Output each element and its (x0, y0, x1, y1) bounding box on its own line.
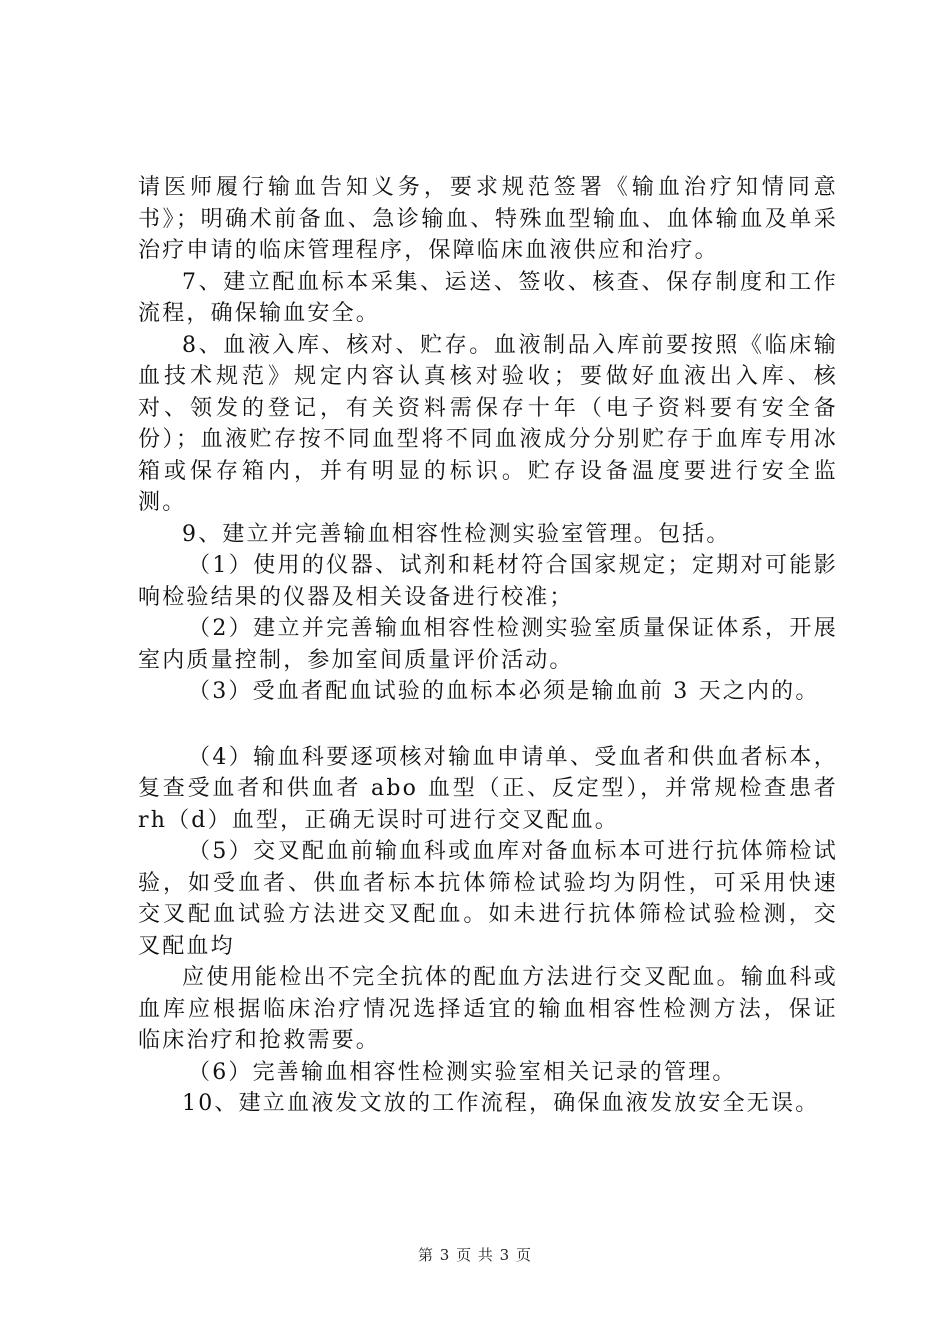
page-footer: 第 3 页 共 3 页 (418, 1246, 532, 1264)
paragraph-item-9: 9、建立并完善输血相容性检测实验室管理。包括。 (182, 521, 731, 547)
paragraph-subitem-6: （6）完善输血相容性检测实验室相关记录的管理。 (188, 1059, 737, 1085)
paragraph-item-10: 10、建立血液发文放的工作流程，确保血液发放安全无误。 (182, 1091, 820, 1116)
document-body (138, 172, 838, 1120)
paragraph-subitem-5: （5）交叉配血前输血科或血库对备血标本可进行抗体筛检试验，如受血者、供血者标本抗体筛检试验均为阴性，可采用快速交叉配血试验方法进交叉配血。如未进行抗体筛检试验检测，交叉配血均 (138, 839, 838, 959)
paragraph-subitem-5-continued: 应使用能检出不完全抗体的配血方法进行交叉配血。输血科或血库应根据临床治疗情况选择适宜的输血相容性检测方法，保证临床治疗和抢救需要。 (138, 965, 838, 1053)
paragraph-subitem-3: （3）受血者配血试验的血标本必须是输血前 3 天之内的。 (188, 679, 820, 704)
paragraph-subitem-2: （2）建立并完善输血相容性检测实验室质量保证体系，开展室内质量控制，参加室间质量评价活动。 (138, 616, 838, 673)
blank-line (138, 708, 838, 742)
paragraph-subitem-1: （1）使用的仪器、试剂和耗材符合国家规定；定期对可能影响检验结果的仪器及相关设备进行校准； (138, 553, 838, 610)
paragraph-subitem-4: （4）输血科要逐项核对输血申请单、受血者和供血者标本，复查受血者和供血者 abo 血型（正、反定型），并常规检查患者 rh（d）血型，正确无误时可进行交叉配血。 (138, 744, 838, 833)
paragraph-continuation: 请医师履行输血告知义务，要求规范签署《输血治疗知情同意书》；明确术前备血、急诊输血、特殊血型输血、血体输血及单采治疗申请的临床管理程序，保障临床血液供应和治疗。 (138, 175, 838, 263)
paragraph-item-7: 7、建立配血标本采集、运送、签收、核查、保存制度和工作流程，确保输血安全。 (138, 269, 838, 326)
paragraph-item-8: 8、血液入库、核对、贮存。血液制品入库前要按照《临床输血技术规范》规定内容认真核对验收；要做好血液出入库、核对、领发的登记，有关资料需保存十年（电子资料要有安全备份）；血液贮存按不同血型将不同血液成分分别贮存于血库专用冰箱或保存箱内，并有明显的标识。贮存设备温度要进行安全监测。 (138, 332, 838, 515)
